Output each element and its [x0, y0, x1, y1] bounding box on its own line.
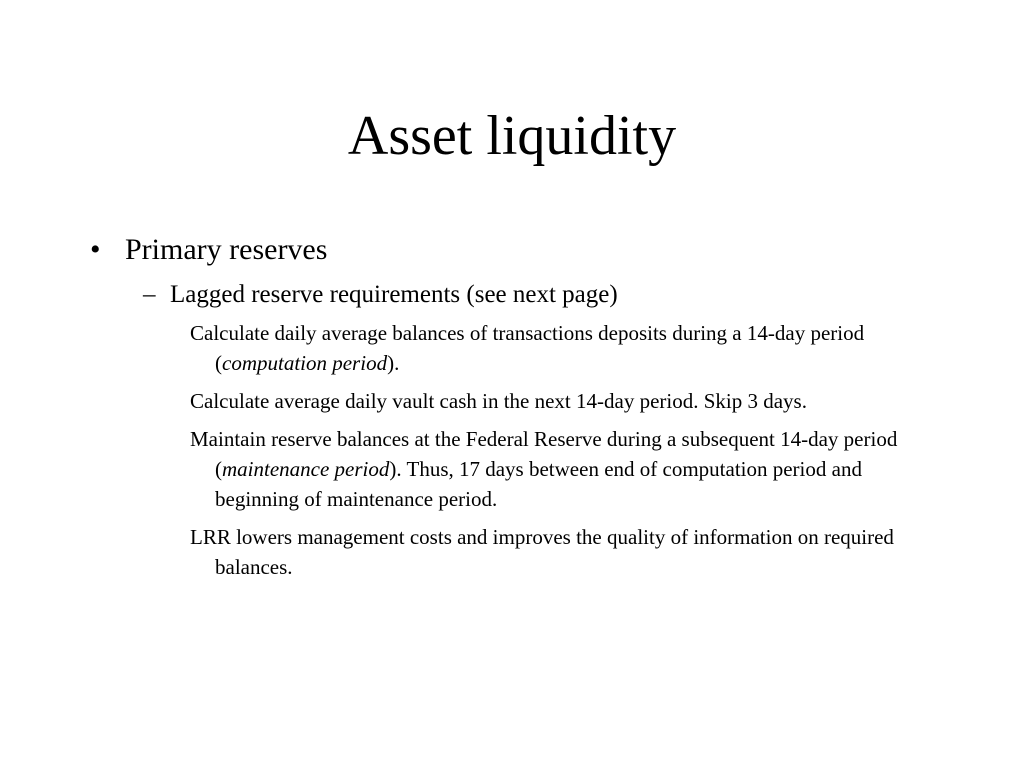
- detail-text: LRR lowers management costs and improves the quality of information on required balances.: [190, 525, 894, 579]
- detail-emphasis: maintenance period: [222, 457, 390, 481]
- detail-text-end: ).: [387, 351, 400, 375]
- detail-text: Calculate daily average balances of transactions deposits during a 14-day period (: [190, 321, 865, 375]
- sub-bullet-lagged-reserve: [143, 279, 618, 311]
- bullet-marker: •: [90, 233, 101, 266]
- detail-emphasis: computation period: [222, 351, 388, 375]
- detail-item-vault-cash: [190, 386, 940, 416]
- dash-marker: –: [143, 281, 156, 308]
- detail-item-computation: [190, 318, 940, 378]
- detail-text-end: ). Thus, 17 days between end of computation period and beginning of maintenance period.: [215, 457, 862, 511]
- detail-item-maintenance: [190, 424, 940, 514]
- sub-bullet-text: Lagged reserve requirements (see next page): [170, 281, 618, 308]
- detail-list: [190, 318, 940, 590]
- detail-text: Calculate average daily vault cash in the next 14-day period. Skip 3 days.: [190, 389, 807, 413]
- detail-text: Maintain reserve balances at the Federal Reserve during a subsequent 14-day period (: [190, 427, 898, 481]
- slide-title: Asset liquidity: [347, 105, 677, 167]
- detail-item-lrr: [190, 522, 940, 582]
- bullet-text: Primary reserves: [125, 233, 328, 266]
- bullet-primary-reserves: [90, 232, 327, 268]
